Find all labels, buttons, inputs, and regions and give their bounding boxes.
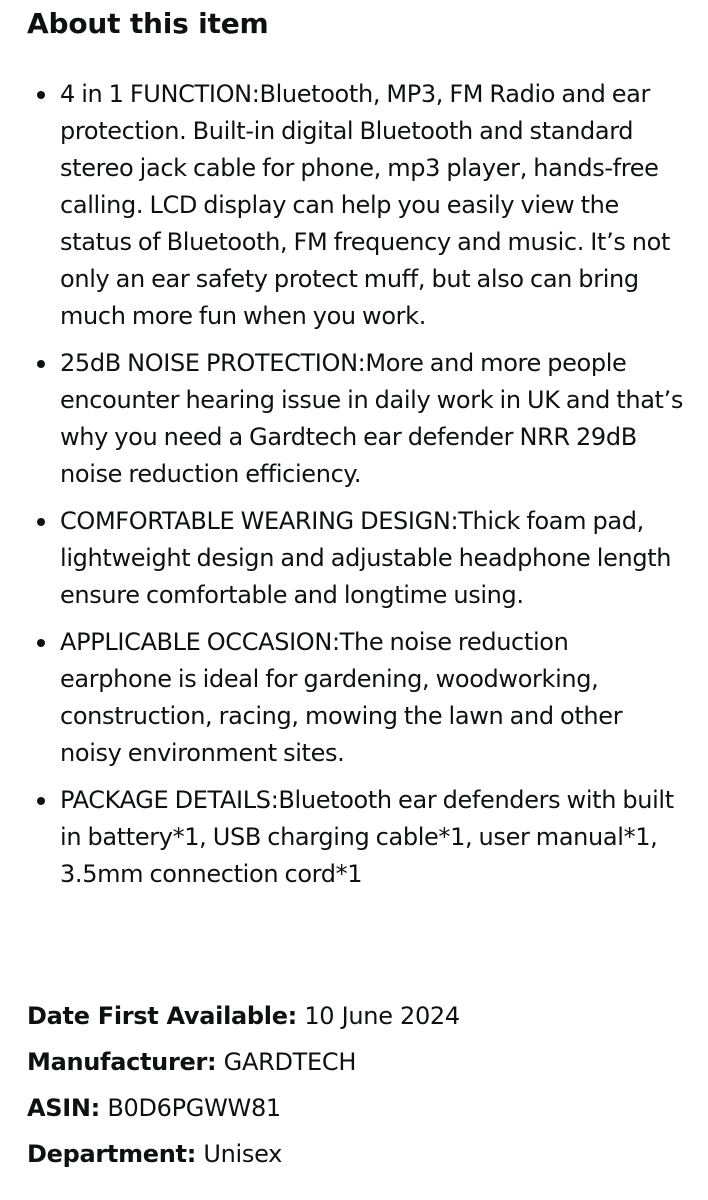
detail-label: Department: xyxy=(27,1140,197,1168)
about-this-item-heading: About this item xyxy=(27,7,269,40)
feature-bullet-function: 4 in 1 FUNCTION:Bluetooth, MP3, FM Radio and ear protection. Built-in digital Bluetooth and standard stereo jack cable for phone, mp3 player, hands-free calling. LCD display can help you easily view the status of Bluetooth, FM frequency and music. It’s not only an ear safety protect muff, but also can bring much more fun when you work. xyxy=(0,76,708,335)
detail-department xyxy=(27,1136,687,1173)
detail-label: Manufacturer: xyxy=(27,1048,217,1076)
detail-value: Unisex xyxy=(203,1140,283,1168)
detail-value: B0D6PGWW81 xyxy=(107,1094,281,1122)
detail-asin xyxy=(27,1090,687,1127)
feature-bullet-comfort: COMFORTABLE WEARING DESIGN:Thick foam pad, lightweight design and adjustable headphone length ensure comfortable and longtime using. xyxy=(0,503,708,614)
feature-bullet-noise-protection: 25dB NOISE PROTECTION:More and more people encounter hearing issue in daily work in UK and that’s why you need a Gardtech ear defender NRR 29dB noise reduction efficiency. xyxy=(0,345,708,493)
detail-value: GARDTECH xyxy=(223,1048,357,1076)
feature-bullet-package: PACKAGE DETAILS:Bluetooth ear defenders with built in battery*1, USB charging cable*1, user manual*1, 3.5mm connection cord*1 xyxy=(0,782,708,893)
detail-label: ASIN: xyxy=(27,1094,100,1122)
feature-bullet-list xyxy=(0,76,708,903)
detail-manufacturer xyxy=(27,1044,687,1081)
detail-label: Date First Available: xyxy=(27,1002,297,1030)
feature-bullet-occasion: APPLICABLE OCCASION:The noise reduction earphone is ideal for gardening, woodworking, construction, racing, mowing the lawn and other noisy environment sites. xyxy=(0,624,708,772)
detail-date-first-available xyxy=(27,998,687,1035)
product-details xyxy=(27,998,687,1182)
detail-value: 10 June 2024 xyxy=(304,1002,460,1030)
